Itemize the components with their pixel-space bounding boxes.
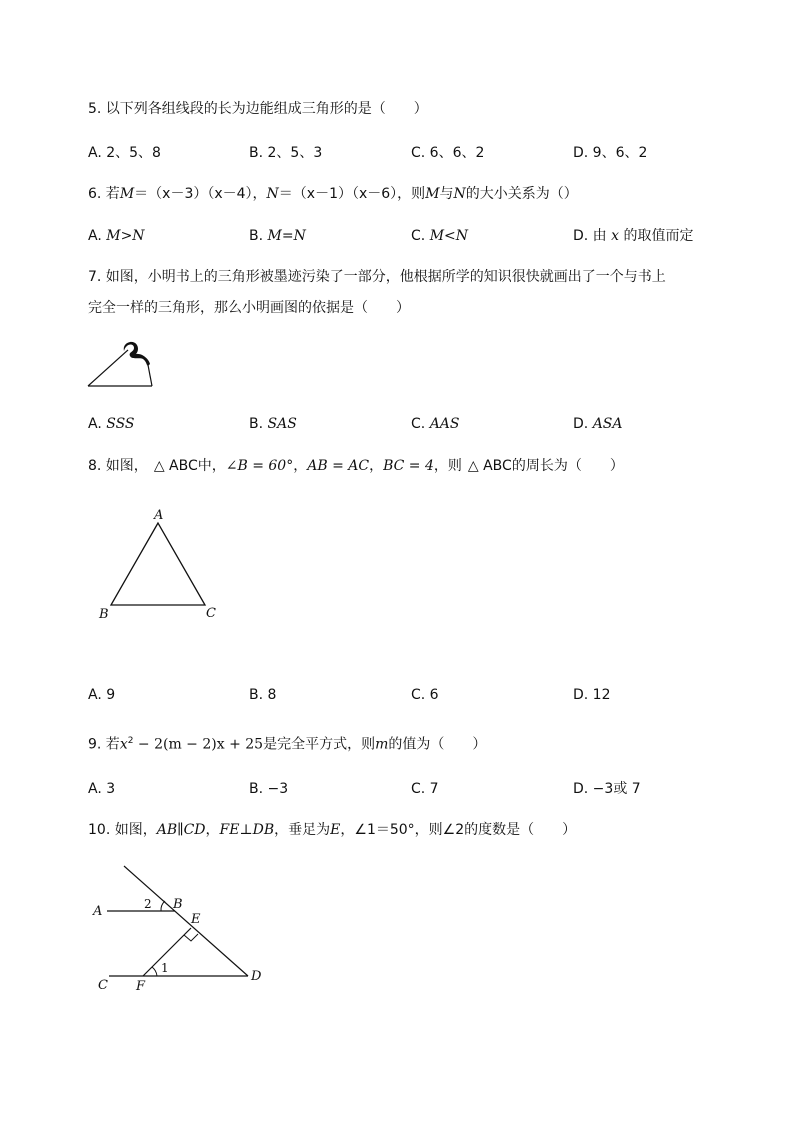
q5-option-d: D. 9、6、2 bbox=[573, 145, 648, 161]
q6-n-expr: ＝（x－1）（x－6），则 bbox=[278, 186, 426, 202]
q8-label-a: A bbox=[154, 508, 164, 523]
q10-label-angle-1: 1 bbox=[161, 961, 169, 975]
q8-option-b: B. 8 bbox=[249, 687, 277, 703]
q8-option-d: D. 12 bbox=[573, 687, 611, 703]
q9-stem: 9. 若$x^2 - 2(m - 2)x + 25$是完全平方式，则m的值为（ ） bbox=[88, 736, 487, 753]
q6-n2: N bbox=[453, 186, 466, 202]
q6-m: M bbox=[119, 186, 135, 202]
q6-tail: 的大小关系为（） bbox=[465, 186, 578, 202]
q9-option-c: C. 7 bbox=[411, 781, 439, 797]
q5-option-c: C. 6、6、2 bbox=[411, 145, 485, 161]
q10-label-a: A bbox=[93, 904, 103, 919]
q10-label-angle-2: 2 bbox=[144, 897, 152, 911]
q6-stem bbox=[88, 184, 578, 204]
q8-option-a: A. 9 bbox=[88, 687, 116, 703]
q7-triangle-right-side bbox=[148, 365, 152, 386]
q6-option-a: A. M>N bbox=[88, 228, 145, 244]
q7-option-b: B. SAS bbox=[249, 416, 297, 432]
q7-option-c: C. AAS bbox=[411, 416, 460, 432]
q6-m-expr: ＝（x－3）（x－4）， bbox=[134, 186, 267, 202]
q10-label-c: C bbox=[98, 978, 108, 993]
q5-option-b: B. 2、5、3 bbox=[249, 145, 323, 161]
q10-stem: 10. 如图，AB∥CD，FE⊥DB，垂足为E，∠1＝50°，则∠2的度数是（ ） bbox=[88, 822, 577, 838]
q8-label-c: C bbox=[206, 606, 216, 621]
q10-right-angle-mark bbox=[184, 934, 198, 941]
q5-stem: 5. 以下列各组线段的长为边能组成三角形的是（ ） bbox=[88, 101, 428, 117]
q6-option-b: B. M=N bbox=[249, 228, 306, 244]
q6-m2: M bbox=[425, 186, 440, 202]
q5-option-a: A. 2、5、8 bbox=[88, 145, 161, 161]
q10-parallel-lines-figure bbox=[85, 858, 285, 998]
q6-option-d: D. 由 x 的取值而定 bbox=[573, 228, 694, 244]
q7-ink-blot bbox=[124, 342, 150, 366]
q6-with: 与 bbox=[439, 186, 454, 202]
q7-option-a: A. SSS bbox=[88, 416, 135, 432]
q10-label-e: E bbox=[191, 912, 201, 927]
q10-label-f: F bbox=[136, 979, 146, 994]
q7-triangle-left-side bbox=[88, 350, 128, 386]
q8-triangle bbox=[111, 523, 205, 605]
q10-label-d: D bbox=[251, 969, 262, 984]
q6-num: 6. 若 bbox=[88, 186, 120, 202]
q9-option-b: B. −3 bbox=[249, 781, 289, 797]
q8-option-c: C. 6 bbox=[411, 687, 439, 703]
q7-option-d: D. ASA bbox=[573, 416, 623, 432]
q10-label-b: B bbox=[173, 897, 183, 912]
q7-stem-line1: 7. 如图，小明书上的三角形被墨迹污染了一部分，他根据所学的知识很快就画出了一个与书上 bbox=[88, 269, 666, 285]
q6-option-c: C. M<N bbox=[411, 228, 469, 244]
q8-label-b: B bbox=[99, 607, 109, 622]
q9-option-a: A. 3 bbox=[88, 781, 116, 797]
q6-n: N bbox=[266, 186, 279, 202]
q7-ink-triangle-figure bbox=[80, 335, 170, 395]
q8-equilateral-triangle-figure bbox=[90, 505, 230, 625]
q9-option-d: D. −3或 7 bbox=[573, 781, 641, 797]
q10-line-bd bbox=[124, 866, 248, 976]
q10-angle-1-arc bbox=[152, 967, 157, 976]
q7-stem-line2: 完全一样的三角形，那么小明画图的依据是（ ） bbox=[88, 300, 410, 316]
q8-stem: 8. 如图， △ ABC中，∠B = 60°，AB = AC，BC = 4，则 △ ABC的周长为（ ） bbox=[88, 458, 624, 474]
